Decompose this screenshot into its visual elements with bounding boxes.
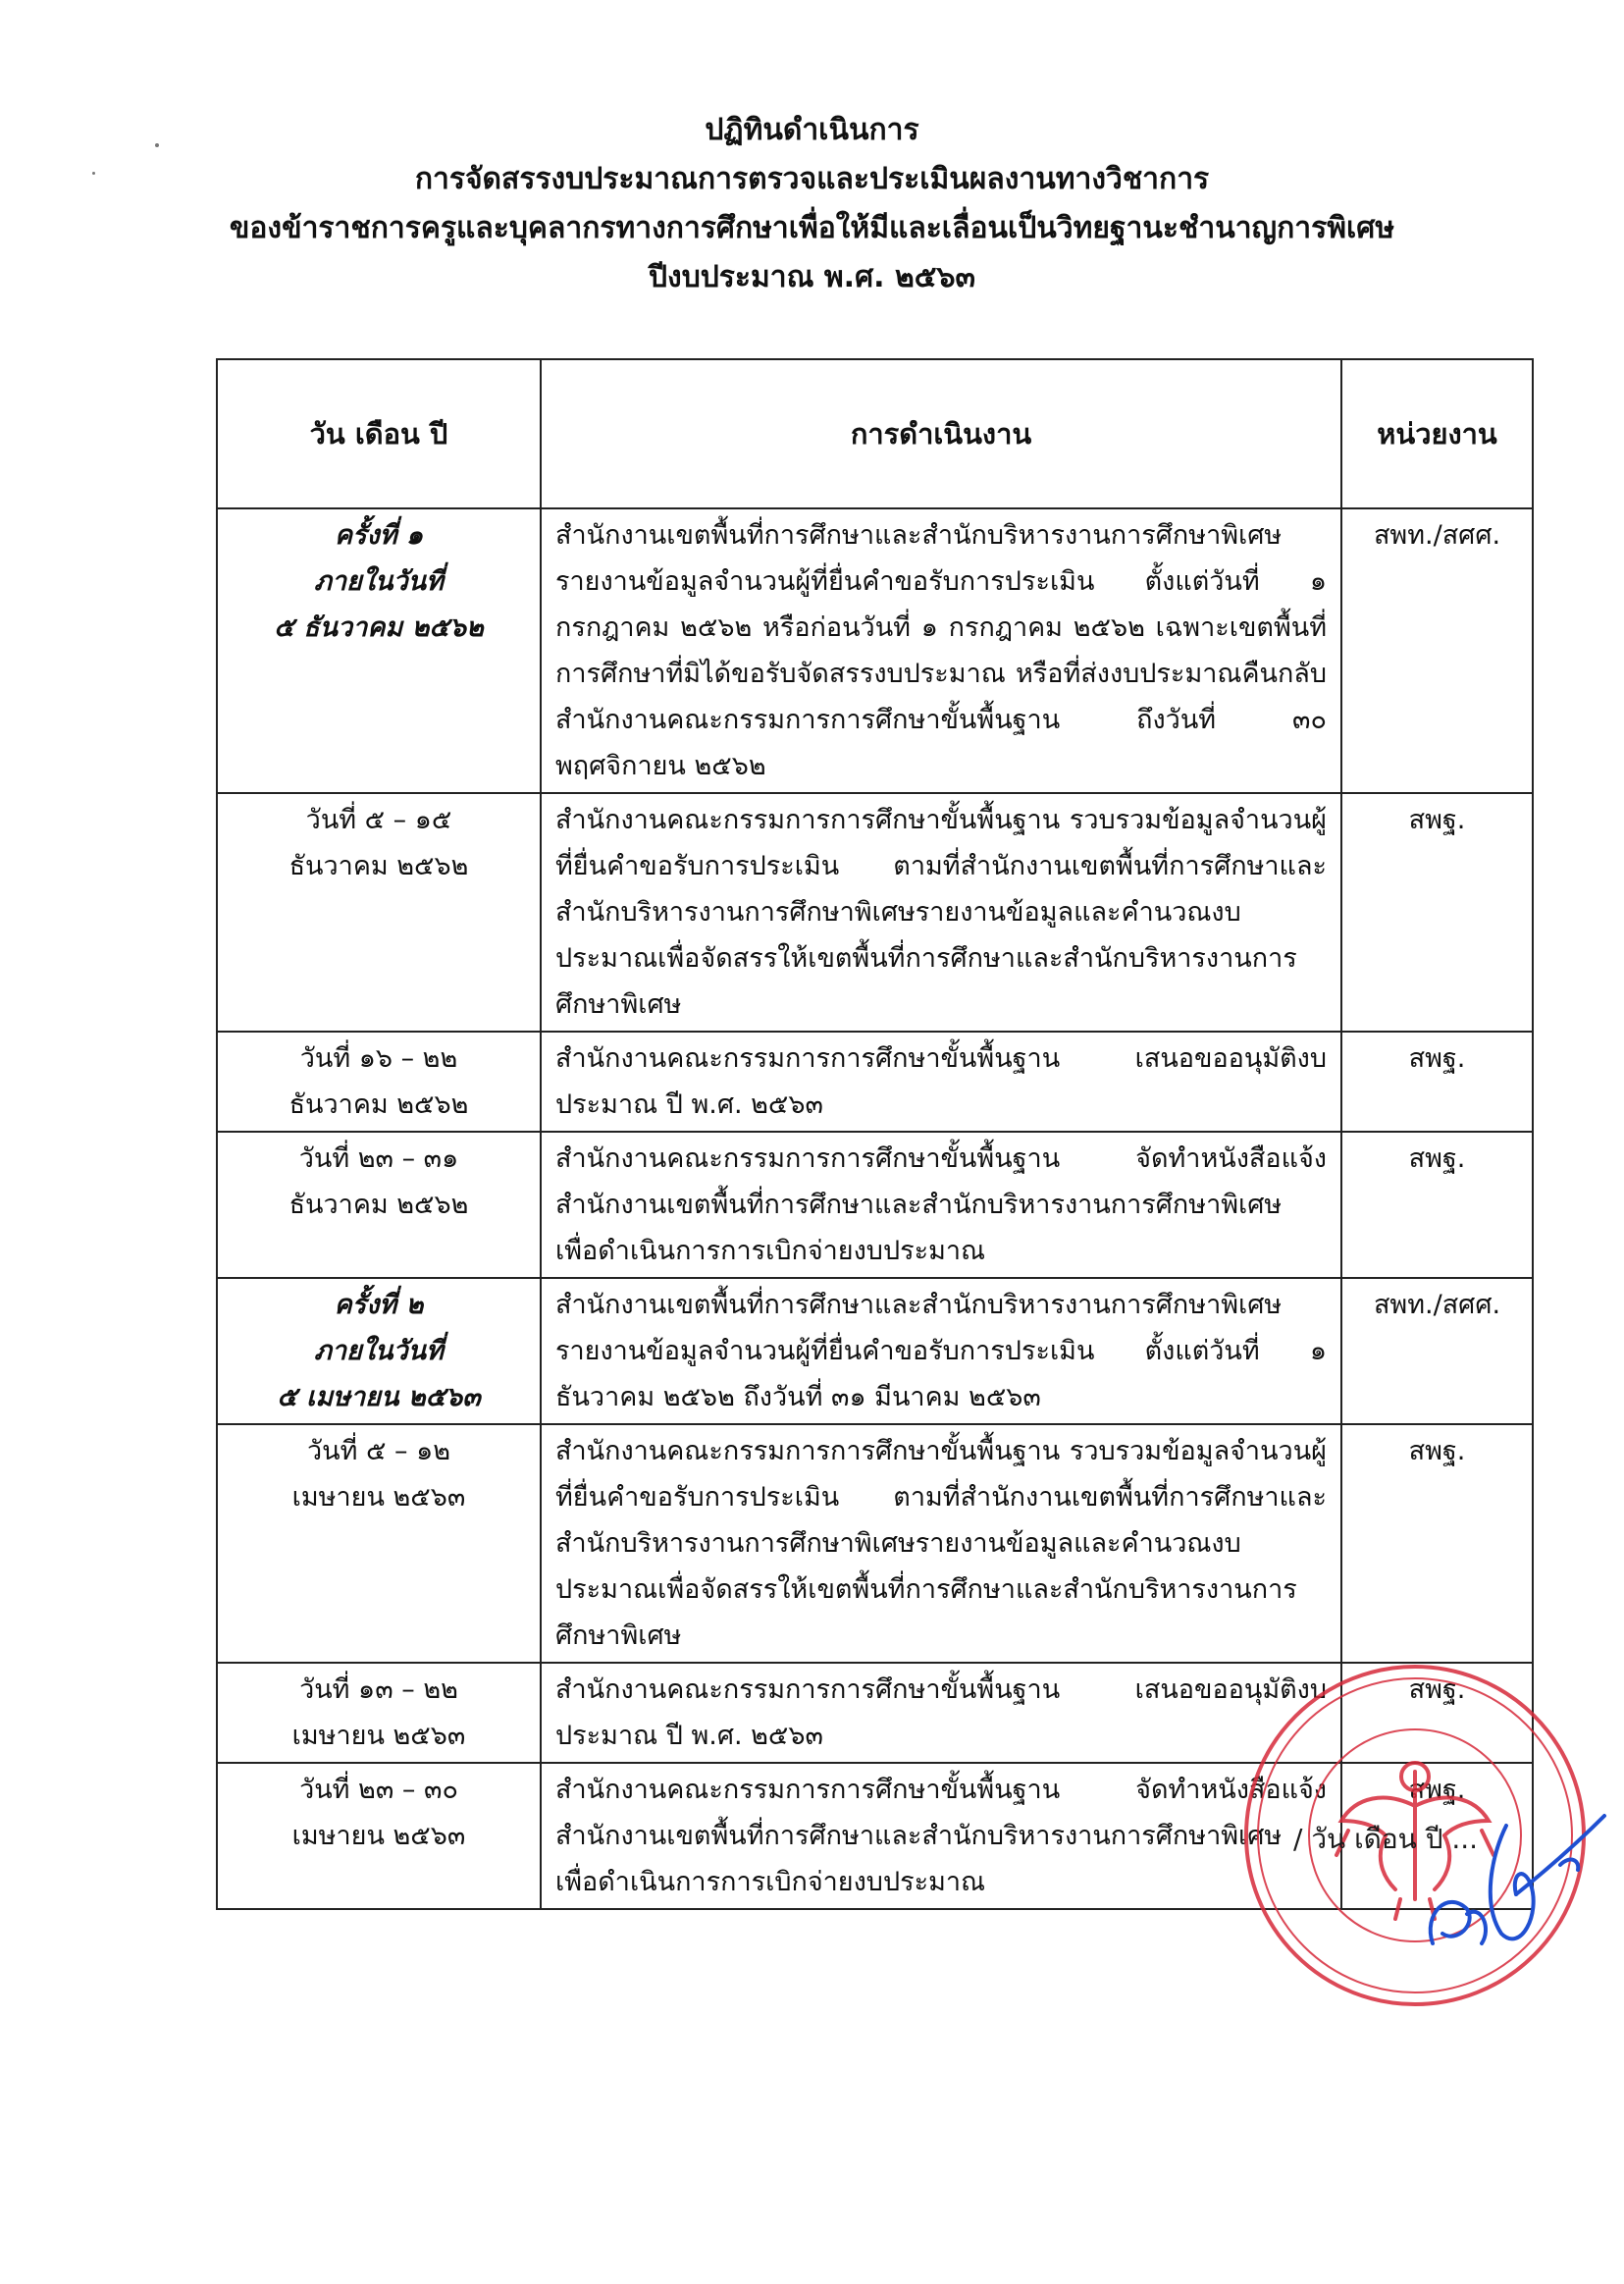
deadline-label: ภายในวันที่	[314, 566, 444, 597]
activity-cell: สำนักงานคณะกรรมการการศึกษาขั้นพื้นฐาน รวบรวมข้อมูลจำนวนผู้ที่ยื่นคำขอรับการประเมิน ตามที่สำนักงานเขตพื้นที่การศึกษาและสำนักบริหารงานการศึกษาพิเศษรายงานข้อมูลและคำนวณงบประมาณเพื่อจัดสรรให้เขตพื้นที่การศึกษาและสำนักบริหารงานการศึกษาพิเศษ	[541, 793, 1341, 1032]
document-header	[0, 106, 1624, 302]
date-month-year: ธันวาคม ๒๕๖๒	[288, 851, 469, 881]
table-row	[217, 1424, 1533, 1663]
date-month-year: ธันวาคม ๒๕๖๒	[288, 1089, 469, 1120]
date-range: วันที่ ๑๖ – ๒๒	[299, 1043, 458, 1074]
document-title: ปฏิทินดำเนินการ	[705, 113, 919, 147]
activity-cell: สำนักงานเขตพื้นที่การศึกษาและสำนักบริหารงานการศึกษาพิเศษ รายงานข้อมูลจำนวนผู้ที่ยื่นคำขอรับการประเมิน ตั้งแต่วันที่ ๑ ธันวาคม ๒๕๖๒ ถึงวันที่ ๓๑ มีนาคม ๒๕๖๓	[541, 1278, 1341, 1424]
round-label: ครั้งที่ ๒	[334, 1290, 424, 1320]
unit-cell: สพฐ.	[1341, 793, 1533, 1032]
table-row	[217, 1278, 1533, 1424]
activity-cell: สำนักงานคณะกรรมการการศึกษาขั้นพื้นฐาน รวบรวมข้อมูลจำนวนผู้ที่ยื่นคำขอรับการประเมิน ตามที่สำนักงานเขตพื้นที่การศึกษาและสำนักบริหารงานการศึกษาพิเศษรายงานข้อมูลและคำนวณงบประมาณเพื่อจัดสรรให้เขตพื้นที่การศึกษาและสำนักบริหารงานการศึกษาพิเศษ	[541, 1424, 1341, 1663]
activity-cell: สำนักงานคณะกรรมการการศึกษาขั้นพื้นฐาน เสนอขออนุมัติงบประมาณ ปี พ.ศ. ๒๕๖๓	[541, 1032, 1341, 1132]
unit-cell: สพท./สศศ.	[1341, 508, 1533, 793]
handwritten-signature	[1413, 1796, 1609, 1963]
activity-cell: สำนักงานเขตพื้นที่การศึกษาและสำนักบริหารงานการศึกษาพิเศษ รายงานข้อมูลจำนวนผู้ที่ยื่นคำขอรับการประเมิน ตั้งแต่วันที่ ๑ กรกฎาคม ๒๕๖๒ หรือก่อนวันที่ ๑ กรกฎาคม ๒๕๖๒ เฉพาะเขตพื้นที่การศึกษาที่มิได้ขอรับจัดสรรงบประมาณ หรือที่ส่งงบประมาณคืนกลับสำนักงานคณะกรรมการการศึกษาขั้นพื้นฐาน ถึงวันที่ ๓๐ พฤศจิกายน ๒๕๖๒	[541, 508, 1341, 793]
column-header-unit: หน่วยงาน	[1341, 359, 1533, 508]
deadline-date: ๕ ธันวาคม ๒๕๖๒	[274, 612, 484, 643]
document-subtitle: การจัดสรรงบประมาณการตรวจและประเมินผลงานทางวิชาการ	[414, 162, 1210, 196]
column-header-date: วัน เดือน ปี	[217, 359, 541, 508]
unit-cell: สพฐ.	[1341, 1132, 1533, 1278]
date-cell	[217, 1032, 541, 1132]
table-row	[217, 508, 1533, 793]
unit-cell: สพฐ.	[1341, 1763, 1533, 1909]
column-header-activity: การดำเนินงาน	[541, 359, 1341, 508]
date-cell	[217, 1663, 541, 1763]
date-range: วันที่ ๕ – ๑๕	[305, 805, 452, 835]
document-subtitle-2: ของข้าราชการครูและบุคลากรทางการศึกษาเพื่อให้มีและเลื่อนเป็นวิทยฐานะชำนาญการพิเศษ	[229, 211, 1395, 245]
unit-cell: สพฐ.	[1341, 1032, 1533, 1132]
date-cell	[217, 508, 541, 793]
date-range: วันที่ ๑๓ – ๒๒	[299, 1674, 458, 1705]
date-month-year: เมษายน ๒๕๖๓	[291, 1821, 466, 1851]
deadline-label: ภายในวันที่	[314, 1336, 444, 1366]
date-cell	[217, 1763, 541, 1909]
date-cell	[217, 1132, 541, 1278]
date-range: วันที่ ๒๓ – ๓๑	[298, 1143, 459, 1174]
date-cell	[217, 793, 541, 1032]
date-cell	[217, 1424, 541, 1663]
table-row	[217, 1132, 1533, 1278]
date-cell	[217, 1278, 541, 1424]
round-label: ครั้งที่ ๑	[334, 520, 424, 551]
unit-cell: สพฐ.	[1341, 1424, 1533, 1663]
table-row	[217, 793, 1533, 1032]
date-month-year: เมษายน ๒๕๖๓	[291, 1482, 466, 1513]
date-range: วันที่ ๕ – ๑๒	[306, 1436, 451, 1466]
fiscal-year: ปีงบประมาณ พ.ศ. ๒๕๖๓	[649, 260, 975, 294]
activity-cell: สำนักงานคณะกรรมการการศึกษาขั้นพื้นฐาน เสนอขออนุมัติงบประมาณ ปี พ.ศ. ๒๕๖๓	[541, 1663, 1341, 1763]
table-header-row	[217, 359, 1533, 508]
activity-cell: สำนักงานคณะกรรมการการศึกษาขั้นพื้นฐาน จัดทำหนังสือแจ้งสำนักงานเขตพื้นที่การศึกษาและสำนักบริหารงานการศึกษาพิเศษ เพื่อดำเนินการการเบิกจ่ายงบประมาณ	[541, 1132, 1341, 1278]
unit-cell: สพฐ.	[1341, 1663, 1533, 1763]
table-row	[217, 1032, 1533, 1132]
date-month-year: ธันวาคม ๒๕๖๒	[288, 1190, 469, 1220]
date-note: / วัน เดือน ปี ...	[1293, 1823, 1479, 1855]
date-range: วันที่ ๒๓ – ๓๐	[299, 1775, 458, 1805]
date-month-year: เมษายน ๒๕๖๓	[291, 1721, 466, 1751]
deadline-date: ๕ เมษายน ๒๕๖๓	[277, 1382, 481, 1412]
unit-cell: สพท./สศศ.	[1341, 1278, 1533, 1424]
activity-cell: สำนักงานคณะกรรมการการศึกษาขั้นพื้นฐาน จัดทำหนังสือแจ้งสำนักงานเขตพื้นที่การศึกษาและสำนักบริหารงานการศึกษาพิเศษ เพื่อดำเนินการการเบิกจ่ายงบประมาณ	[541, 1763, 1341, 1909]
